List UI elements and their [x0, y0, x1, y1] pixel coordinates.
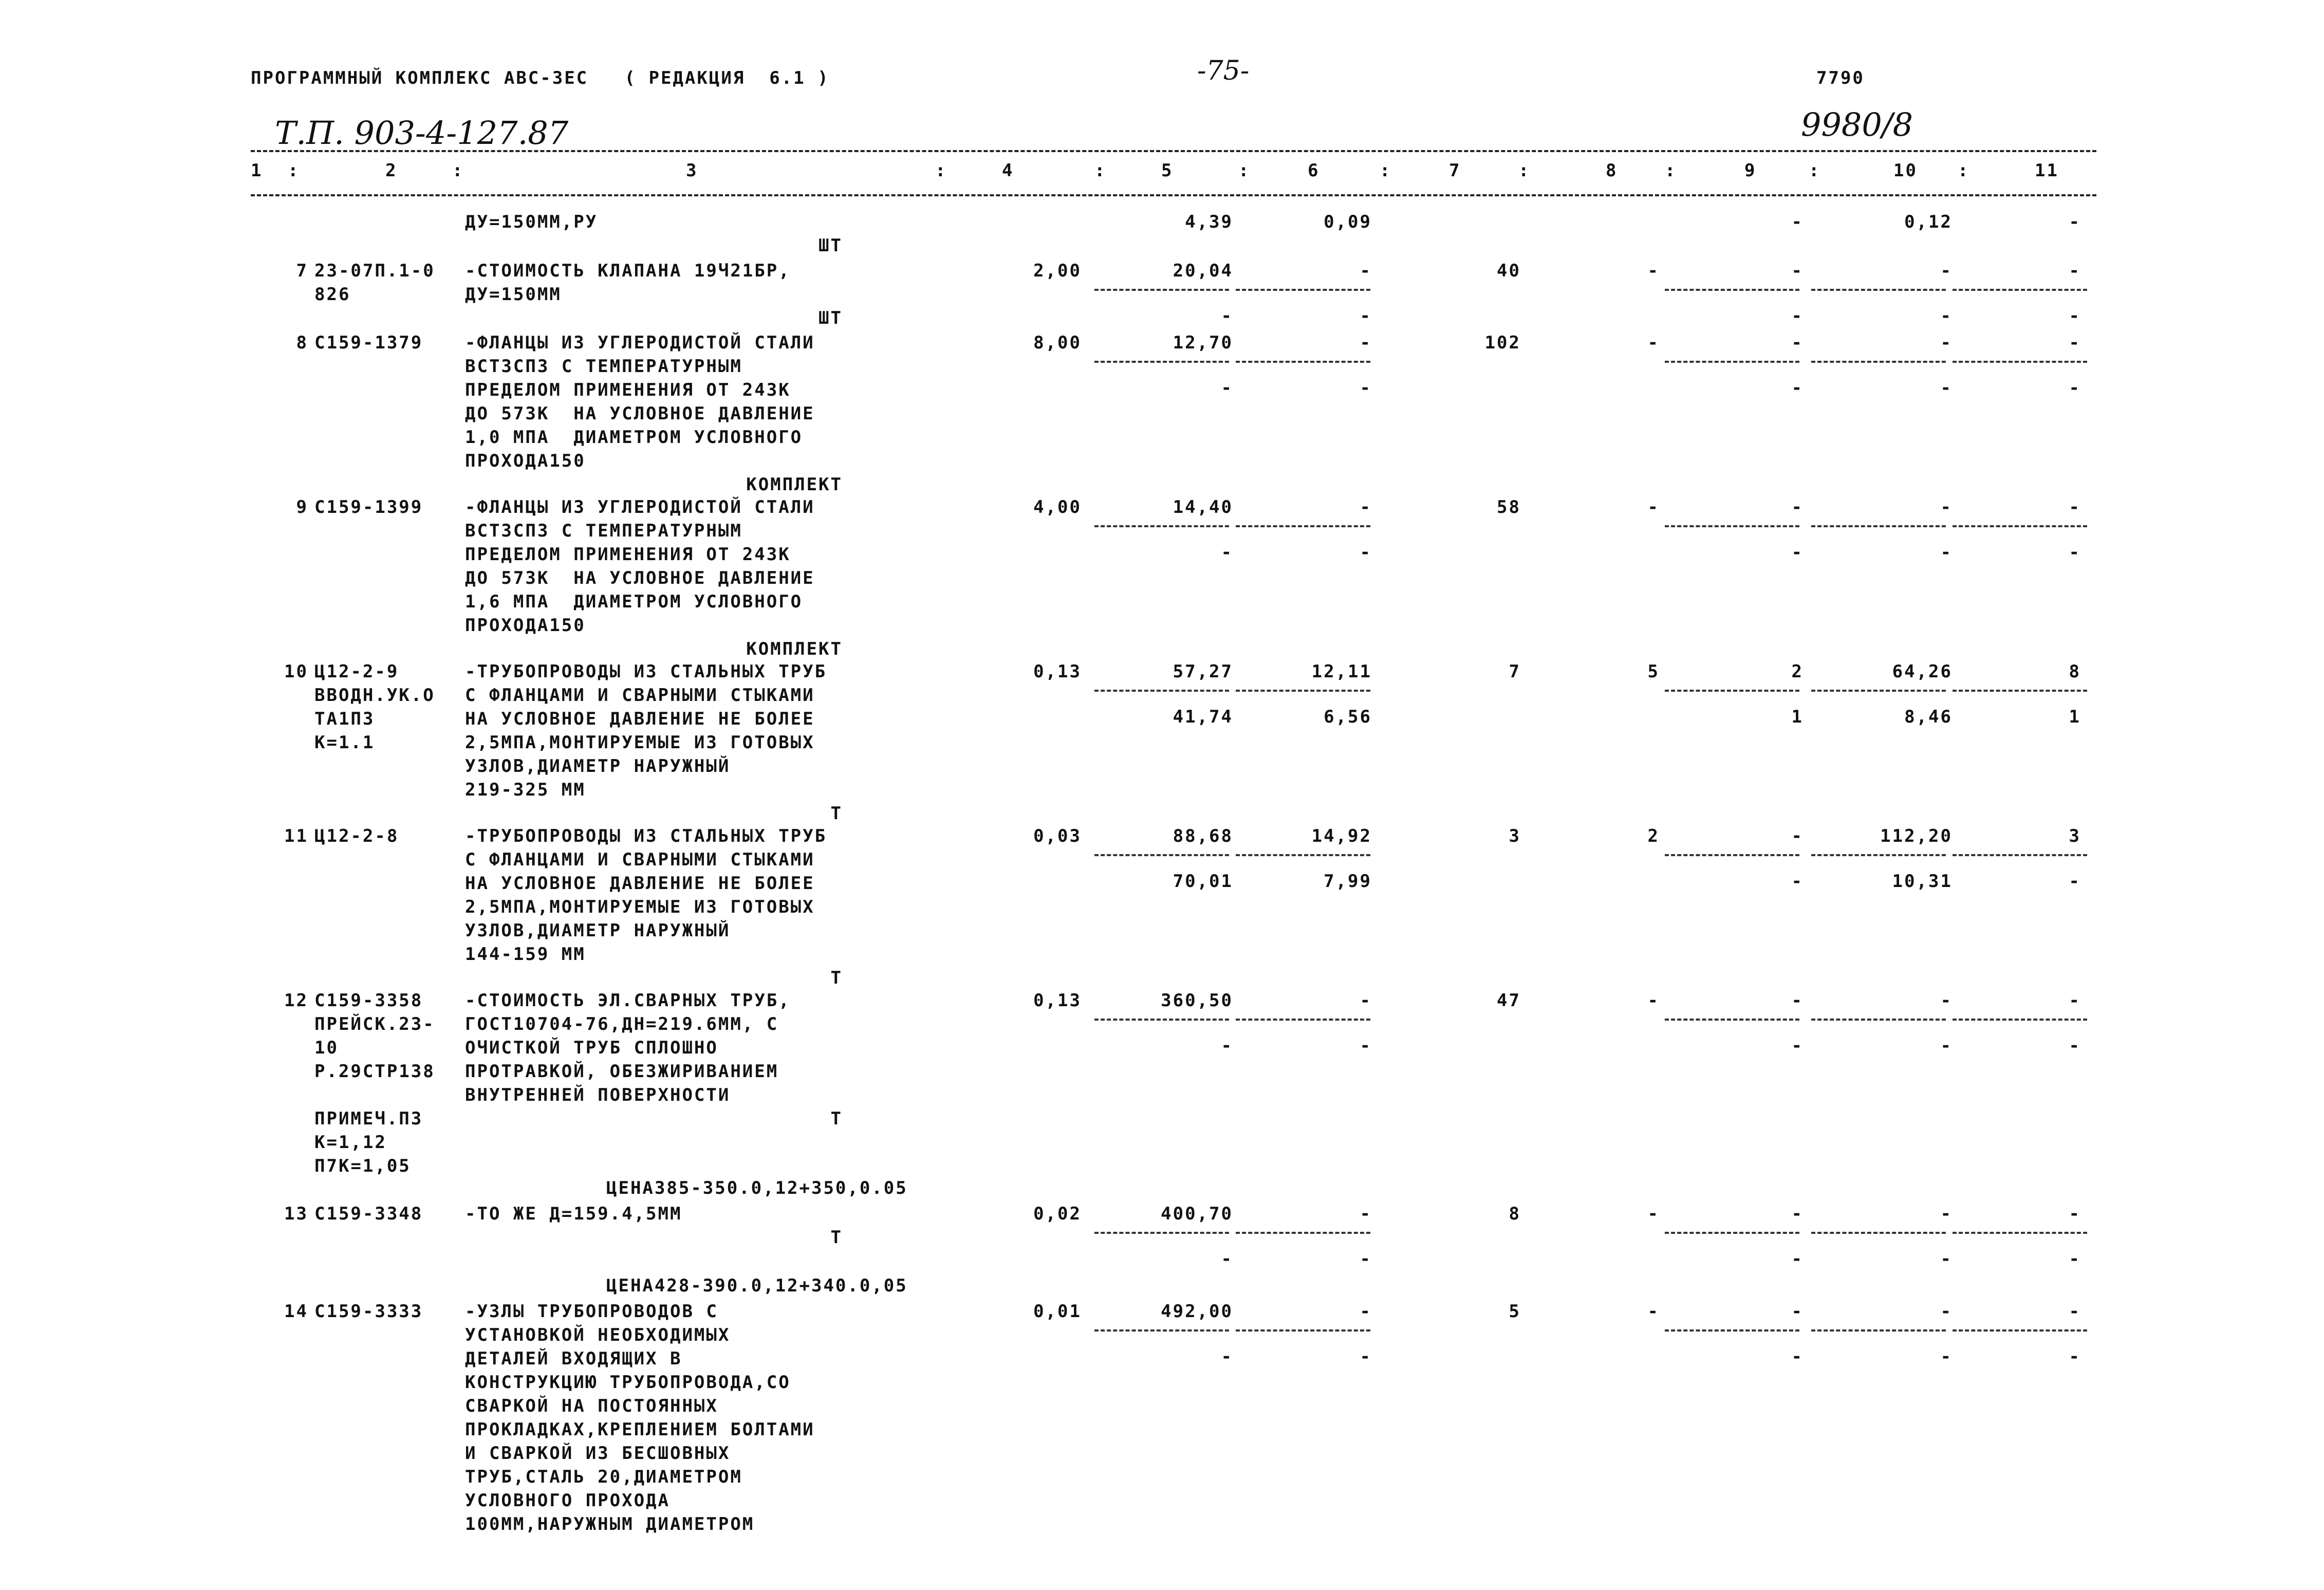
machine-wage-cost: - [1360, 1036, 1372, 1056]
labor-cost-unit: - [1791, 212, 1804, 232]
rate-code: С159-3333 [314, 1301, 423, 1322]
total-wage: - [1647, 497, 1660, 517]
labor-cost-unit: - [1791, 990, 1804, 1011]
work-description: ВСТЗСПЗ С ТЕМПЕРАТУРНЫМ [465, 521, 742, 541]
work-description: ПРОКЛАДКАХ,КРЕПЛЕНИЕМ БОЛТАМИ [465, 1419, 815, 1440]
work-description: ПРОТРАВКОЙ, ОБЕЗЖИРИВАНИЕМ [465, 1061, 779, 1082]
subtotal-rule [1665, 1232, 1799, 1234]
column-number: 1 [251, 160, 263, 181]
row-number: 7 [296, 261, 308, 281]
work-description: УСТАНОВКОЙ НЕОБХОДИМЫХ [465, 1325, 731, 1345]
machine-wage-cost: 6,56 [1324, 707, 1372, 727]
subtotal-rule [1811, 1019, 1946, 1021]
machine-sub: - [2069, 542, 2081, 563]
wage-cost: 14,92 [1311, 826, 1372, 846]
labor-cost-unit: - [1791, 1301, 1804, 1322]
subtotal-rule [1665, 1019, 1799, 1021]
column-separator: : [1809, 160, 1821, 181]
unit-of-measure: ШТ [819, 235, 843, 256]
column-separator: : [288, 160, 300, 181]
column-number: 3 [686, 160, 698, 181]
column-number: 7 [1449, 160, 1461, 181]
rate-code: С159-3358 [314, 990, 423, 1011]
work-description: 2,5МПА,МОНТИРУЕМЫЕ ИЗ ГОТОВЫХ [465, 897, 815, 917]
subtotal-rule [1094, 289, 1229, 291]
machine-sub: - [2069, 378, 2081, 398]
column-number: 5 [1161, 160, 1174, 181]
labor-cost-unit: - [1791, 497, 1804, 517]
column-separator: : [1665, 160, 1677, 181]
work-description: ДУ=150ММ,РУ [465, 212, 598, 232]
work-description: ДУ=150ММ [465, 284, 562, 305]
machine-cost: - [2069, 212, 2081, 232]
total-cost: 3 [1509, 826, 1521, 846]
labor-sub: - [1791, 306, 1804, 326]
total-wage: - [1647, 1204, 1660, 1224]
wage-unit-cost: - [1221, 1249, 1233, 1269]
work-description: УЗЛОВ,ДИАМЕТР НАРУЖНЫЙ [465, 756, 731, 776]
project-number: Т.П. 903-4-127.87 [275, 114, 569, 152]
labor-total: - [1940, 332, 1953, 353]
wage-cost: 12,11 [1311, 661, 1372, 682]
work-description: 1,0 МПА ДИАМЕТРОМ УСЛОВНОГО [465, 427, 803, 448]
work-description: -ТРУБОПРОВОДЫ ИЗ СТАЛЬНЫХ ТРУБ [465, 661, 827, 682]
work-description: -ТО ЖЕ Д=159.4,5ММ [465, 1204, 682, 1224]
work-description: -ФЛАНЦЫ ИЗ УГЛЕРОДИСТОЙ СТАЛИ [465, 332, 815, 353]
subtotal-rule [1236, 361, 1370, 363]
subtotal-rule [1953, 361, 2087, 363]
labor-cost-unit: - [1791, 332, 1804, 353]
rate-code: Р.29СТР138 [314, 1061, 435, 1082]
work-description: ПРЕДЕЛОМ ПРИМЕНЕНИЯ ОТ 243К [465, 544, 791, 565]
unit-cost-total: 88,68 [1173, 826, 1233, 846]
wage-cost: - [1360, 261, 1372, 281]
work-description: ПРОХОДА150 [465, 615, 586, 636]
unit-cost-total: 492,00 [1161, 1301, 1233, 1322]
column-separator: : [1094, 160, 1107, 181]
machine-wage-cost: - [1360, 1249, 1372, 1269]
subtotal-rule [1811, 690, 1946, 692]
subtotal-rule [1094, 690, 1229, 692]
machine-cost: 3 [2069, 826, 2081, 846]
labor-sub: - [1791, 1036, 1804, 1056]
total-wage: - [1647, 990, 1660, 1011]
machine-cost: - [2069, 332, 2081, 353]
column-separator: : [935, 160, 947, 181]
row-number: 9 [296, 497, 308, 517]
subtotal-rule [1665, 525, 1799, 527]
labor-total-sub: - [1940, 306, 1953, 326]
rate-code: С159-3348 [314, 1204, 423, 1224]
unit-cost-total: 360,50 [1161, 990, 1233, 1011]
quantity: 0,01 [1033, 1301, 1082, 1322]
wage-unit-cost: - [1221, 1346, 1233, 1367]
rate-code: ВВОДН.УК.О [314, 685, 435, 706]
machine-cost: - [2069, 1301, 2081, 1322]
wage-unit-cost: 70,01 [1173, 871, 1233, 892]
unit-cost-total: 4,39 [1185, 212, 1233, 232]
rate-code: ТА1ПЗ [314, 709, 375, 729]
work-description: ДЕТАЛЕЙ ВХОДЯЩИХ В [465, 1348, 682, 1369]
subtotal-rule [1094, 525, 1229, 527]
quantity: 0,13 [1033, 990, 1082, 1011]
subtotal-rule [1236, 854, 1370, 856]
document-code: 7790 [1816, 68, 1865, 88]
work-description: ДО 573К НА УСЛОВНОЕ ДАВЛЕНИЕ [465, 568, 815, 588]
work-description: ГОСТ10704-76,ДН=219.6ММ, С [465, 1014, 779, 1034]
work-description: 144-159 ММ [465, 944, 586, 965]
column-separator: : [1380, 160, 1392, 181]
work-description: -СТОИМОСТЬ КЛАПАНА 19Ч21БР, [465, 261, 791, 281]
unit-of-measure: Т [830, 803, 843, 824]
subtotal-rule [1236, 289, 1370, 291]
machine-cost: - [2069, 497, 2081, 517]
unit-of-measure: КОМПЛЕКТ [746, 474, 843, 495]
unit-of-measure: Т [830, 968, 843, 988]
labor-total: 0,12 [1904, 212, 1953, 232]
subtotal-rule [1094, 1019, 1229, 1021]
subtotal-rule [1953, 690, 2087, 692]
work-description: 100ММ,НАРУЖНЫМ ДИАМЕТРОМ [465, 1514, 755, 1534]
subtotal-rule [1236, 1329, 1370, 1332]
unit-cost-total: 20,04 [1173, 261, 1233, 281]
labor-sub: - [1791, 1249, 1804, 1269]
quantity: 0,13 [1033, 661, 1082, 682]
labor-total: - [1940, 1204, 1953, 1224]
rate-code: С159-1379 [314, 332, 423, 353]
total-wage: 5 [1647, 661, 1660, 682]
rate-code: ПРИМЕЧ.ПЗ [314, 1108, 423, 1129]
total-cost: 7 [1509, 661, 1521, 682]
total-cost: 58 [1497, 497, 1521, 517]
unit-of-measure: КОМПЛЕКТ [746, 639, 843, 659]
page-number: -75- [1197, 56, 1250, 86]
subtotal-rule [1094, 854, 1229, 856]
work-description: ПРЕДЕЛОМ ПРИМЕНЕНИЯ ОТ 243К [465, 380, 791, 400]
work-description: -УЗЛЫ ТРУБОПРОВОДОВ С [465, 1301, 718, 1322]
album-number: 9980/8 [1801, 106, 1913, 143]
subtotal-rule [1094, 361, 1229, 363]
subtotal-rule [1811, 361, 1946, 363]
rate-code: 10 [314, 1038, 339, 1058]
machine-cost: 8 [2069, 661, 2081, 682]
wage-cost: - [1360, 1301, 1372, 1322]
machine-cost: - [2069, 261, 2081, 281]
labor-total: - [1940, 261, 1953, 281]
labor-total-sub: - [1940, 378, 1953, 398]
labor-total-sub: - [1940, 542, 1953, 563]
subtotal-rule [1811, 854, 1946, 856]
wage-cost: - [1360, 990, 1372, 1011]
wage-unit-cost: - [1221, 378, 1233, 398]
column-number: 10 [1893, 160, 1918, 181]
rate-code: 826 [314, 284, 351, 305]
unit-cost-total: 12,70 [1173, 332, 1233, 353]
machine-wage-cost: - [1360, 378, 1372, 398]
subtotal-rule [1953, 289, 2087, 291]
subtotal-rule [1236, 1232, 1370, 1234]
header-rule-top [251, 150, 2096, 152]
labor-sub: - [1791, 871, 1804, 892]
subtotal-rule [1953, 525, 2087, 527]
column-separator: : [1238, 160, 1251, 181]
work-description: 219-325 ММ [465, 780, 586, 800]
total-cost: 47 [1497, 990, 1521, 1011]
subtotal-rule [1811, 1232, 1946, 1234]
labor-sub: 1 [1791, 707, 1804, 727]
machine-sub: - [2069, 871, 2081, 892]
labor-cost-unit: - [1791, 826, 1804, 846]
total-wage: - [1647, 1301, 1660, 1322]
subtotal-rule [1953, 1019, 2087, 1021]
work-description: УЗЛОВ,ДИАМЕТР НАРУЖНЫЙ [465, 920, 731, 941]
wage-cost: - [1360, 332, 1372, 353]
row-number: 13 [284, 1204, 308, 1224]
labor-total: 64,26 [1892, 661, 1953, 682]
work-description: СВАРКОЙ НА ПОСТОЯННЫХ [465, 1396, 718, 1416]
work-description: -ТРУБОПРОВОДЫ ИЗ СТАЛЬНЫХ ТРУБ [465, 826, 827, 846]
subtotal-rule [1811, 1329, 1946, 1332]
column-separator: : [452, 160, 464, 181]
labor-sub: - [1791, 1346, 1804, 1367]
machine-sub: - [2069, 1036, 2081, 1056]
row-number: 14 [284, 1301, 308, 1322]
work-description: С ФЛАНЦАМИ И СВАРНЫМИ СТЫКАМИ [465, 685, 815, 706]
machine-wage-cost: 7,99 [1324, 871, 1372, 892]
program-header: ПРОГРАММНЫЙ КОМПЛЕКС АВС-ЗЕС ( РЕДАКЦИЯ 6.1 ) [251, 68, 830, 88]
work-description: ДО 573К НА УСЛОВНОЕ ДАВЛЕНИЕ [465, 403, 815, 424]
total-cost: 8 [1509, 1204, 1521, 1224]
machine-sub: - [2069, 1249, 2081, 1269]
quantity: 0,03 [1033, 826, 1082, 846]
work-description: КОНСТРУКЦИЮ ТРУБОПРОВОДА,СО [465, 1372, 791, 1393]
quantity: 2,00 [1033, 261, 1082, 281]
subtotal-rule [1094, 1329, 1229, 1332]
labor-cost-unit: 2 [1791, 661, 1804, 682]
labor-total: - [1940, 1301, 1953, 1322]
unit-cost-total: 57,27 [1173, 661, 1233, 682]
work-description: ТРУБ,СТАЛЬ 20,ДИАМЕТРОМ [465, 1467, 742, 1487]
work-description: НА УСЛОВНОЕ ДАВЛЕНИЕ НЕ БОЛЕЕ [465, 709, 815, 729]
work-description: -ФЛАНЦЫ ИЗ УГЛЕРОДИСТОЙ СТАЛИ [465, 497, 815, 517]
rate-code: К=1,12 [314, 1132, 387, 1153]
subtotal-rule [1665, 361, 1799, 363]
labor-sub: - [1791, 542, 1804, 563]
total-wage: - [1647, 261, 1660, 281]
rate-code: С159-1399 [314, 497, 423, 517]
unit-of-measure: Т [830, 1227, 843, 1248]
unit-cost-total: 400,70 [1161, 1204, 1233, 1224]
machine-wage-cost: - [1360, 1346, 1372, 1367]
machine-cost: - [2069, 990, 2081, 1011]
subtotal-rule [1665, 1329, 1799, 1332]
work-description: ВНУТРЕННЕЙ ПОВЕРХНОСТИ [465, 1085, 731, 1105]
column-separator: : [1518, 160, 1531, 181]
subtotal-rule [1665, 854, 1799, 856]
quantity: 4,00 [1033, 497, 1082, 517]
subtotal-rule [1665, 289, 1799, 291]
subtotal-rule [1236, 690, 1370, 692]
work-description: И СВАРКОЙ ИЗ БЕСШОВНЫХ [465, 1443, 731, 1464]
machine-sub: - [2069, 1346, 2081, 1367]
labor-total-sub: - [1940, 1249, 1953, 1269]
wage-cost: - [1360, 1204, 1372, 1224]
machine-wage-cost: - [1360, 306, 1372, 326]
work-description: ПРОХОДА150 [465, 451, 586, 471]
rate-code: ПРЕЙСК.23- [314, 1014, 435, 1034]
column-number: 2 [385, 160, 398, 181]
price-formula: ЦЕНА428-390.0,12+340.0,05 [606, 1275, 908, 1296]
labor-total-sub: 8,46 [1904, 707, 1953, 727]
row-number: 12 [284, 990, 308, 1011]
wage-unit-cost: 41,74 [1173, 707, 1233, 727]
machine-cost: - [2069, 1204, 2081, 1224]
column-number: 4 [1002, 160, 1014, 181]
column-separator: : [1958, 160, 1970, 181]
quantity: 0,02 [1033, 1204, 1082, 1224]
rate-code: К=1.1 [314, 732, 375, 753]
rate-code: Ц12-2-9 [314, 661, 399, 682]
wage-cost: - [1360, 497, 1372, 517]
wage-unit-cost: - [1221, 542, 1233, 563]
unit-cost-total: 14,40 [1173, 497, 1233, 517]
rate-code: Ц12-2-8 [314, 826, 399, 846]
work-description: 2,5МПА,МОНТИРУЕМЫЕ ИЗ ГОТОВЫХ [465, 732, 815, 753]
labor-sub: - [1791, 378, 1804, 398]
work-description: УСЛОВНОГО ПРОХОДА [465, 1490, 670, 1511]
subtotal-rule [1236, 525, 1370, 527]
machine-sub: 1 [2069, 707, 2081, 727]
quantity: 8,00 [1033, 332, 1082, 353]
row-number: 10 [284, 661, 308, 682]
total-cost: 5 [1509, 1301, 1521, 1322]
labor-cost-unit: - [1791, 261, 1804, 281]
row-number: 11 [284, 826, 308, 846]
work-description: С ФЛАНЦАМИ И СВАРНЫМИ СТЫКАМИ [465, 849, 815, 870]
subtotal-rule [1665, 690, 1799, 692]
row-number: 8 [296, 332, 308, 353]
labor-total-sub: 10,31 [1892, 871, 1953, 892]
subtotal-rule [1811, 289, 1946, 291]
subtotal-rule [1953, 1329, 2087, 1332]
column-number: 11 [2035, 160, 2059, 181]
work-description: НА УСЛОВНОЕ ДАВЛЕНИЕ НЕ БОЛЕЕ [465, 873, 815, 894]
wage-unit-cost: - [1221, 306, 1233, 326]
total-cost: 40 [1497, 261, 1521, 281]
labor-total-sub: - [1940, 1346, 1953, 1367]
work-description: ВСТЗСПЗ С ТЕМПЕРАТУРНЫМ [465, 356, 742, 377]
subtotal-rule [1953, 854, 2087, 856]
column-number: 8 [1606, 160, 1618, 181]
labor-total: - [1940, 497, 1953, 517]
machine-sub: - [2069, 306, 2081, 326]
subtotal-rule [1236, 1019, 1370, 1021]
header-rule-bottom [251, 194, 2096, 196]
rate-code: 23-07П.1-0 [314, 261, 435, 281]
wage-unit-cost: - [1221, 1036, 1233, 1056]
labor-total: - [1940, 990, 1953, 1011]
work-description: ОЧИСТКОЙ ТРУБ СПЛОШНО [465, 1038, 718, 1058]
subtotal-rule [1811, 525, 1946, 527]
wage-cost: 0,09 [1324, 212, 1372, 232]
column-number: 6 [1308, 160, 1320, 181]
total-wage: 2 [1647, 826, 1660, 846]
labor-total-sub: - [1940, 1036, 1953, 1056]
subtotal-rule [1094, 1232, 1229, 1234]
unit-of-measure: ШТ [819, 308, 843, 328]
total-cost: 102 [1484, 332, 1521, 353]
price-formula: ЦЕНА385-350.0,12+350,0.05 [606, 1178, 908, 1198]
column-number: 9 [1744, 160, 1757, 181]
subtotal-rule [1953, 1232, 2087, 1234]
labor-cost-unit: - [1791, 1204, 1804, 1224]
machine-wage-cost: - [1360, 542, 1372, 563]
work-description: -СТОИМОСТЬ ЭЛ.СВАРНЫХ ТРУБ, [465, 990, 791, 1011]
work-description: 1,6 МПА ДИАМЕТРОМ УСЛОВНОГО [465, 591, 803, 612]
labor-total: 112,20 [1880, 826, 1953, 846]
unit-of-measure: Т [830, 1108, 843, 1129]
rate-code: П7К=1,05 [314, 1156, 411, 1176]
total-wage: - [1647, 332, 1660, 353]
